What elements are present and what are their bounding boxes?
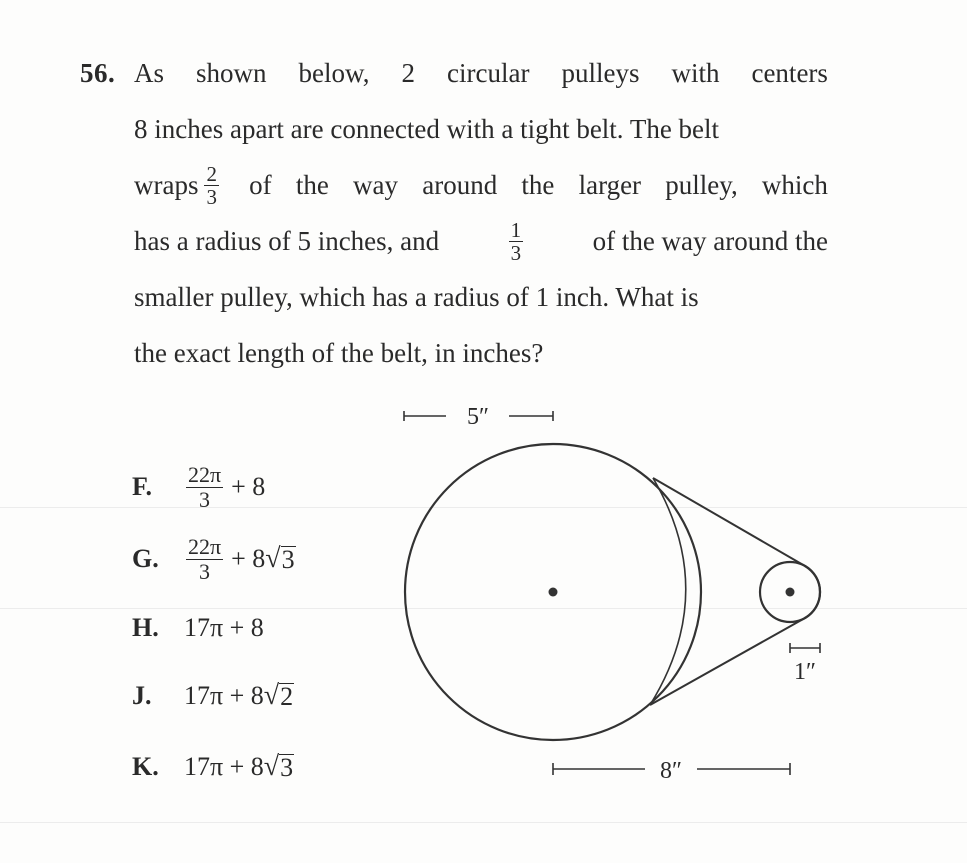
- word: of: [249, 170, 272, 200]
- fraction-numerator: 22π: [188, 533, 222, 559]
- question-number: 56.: [80, 58, 116, 88]
- line-text: has a radius of 5 inches, and: [134, 226, 440, 256]
- choice-letter: J.: [132, 681, 152, 710]
- word: the: [521, 170, 555, 200]
- choice-letter: H.: [132, 613, 159, 642]
- word: circular: [447, 58, 530, 88]
- fraction-denominator: 3: [199, 558, 211, 584]
- radicand: 3: [280, 753, 294, 782]
- word: As: [134, 58, 165, 88]
- word: pulley,: [665, 170, 738, 200]
- word: below,: [298, 58, 370, 88]
- large-pulley-center: [549, 588, 558, 597]
- word: 2: [401, 58, 416, 88]
- fraction-denominator: 3: [199, 486, 211, 512]
- fraction-numerator: 2: [206, 161, 217, 186]
- word: larger: [578, 170, 642, 200]
- line-text: smaller pulley, which has a radius of 1 inch. What is: [134, 282, 699, 312]
- fraction-denominator: 3: [510, 240, 522, 265]
- label-center-distance: 8″: [660, 758, 682, 784]
- word: shown: [196, 58, 267, 88]
- word: with: [671, 58, 720, 88]
- radicand: 3: [281, 545, 295, 574]
- small-pulley-center: [786, 588, 795, 597]
- fraction-numerator: 1: [510, 217, 522, 242]
- belt-wrap-arc: [650, 478, 686, 705]
- word: way: [353, 170, 399, 200]
- belt-lower-segment: [650, 618, 805, 705]
- radical-sign: √: [263, 680, 280, 711]
- expression-term: + 8: [231, 544, 266, 573]
- label-large-radius: 5″: [467, 404, 489, 430]
- word: centers: [751, 58, 828, 88]
- belt-upper-segment: [653, 478, 805, 566]
- word: which: [761, 170, 828, 200]
- expression-term: 17π + 8: [184, 613, 264, 642]
- label-small-radius: 1″: [794, 659, 816, 685]
- belt-small-wrap: [805, 566, 820, 618]
- expression-term: 17π + 8: [184, 681, 264, 710]
- radical-sign: √: [263, 751, 280, 782]
- word: wraps: [134, 170, 199, 200]
- word: the: [295, 170, 329, 200]
- choice-letter: F.: [132, 472, 152, 501]
- word: around: [422, 170, 498, 200]
- expression-term: 17π + 8: [184, 752, 264, 781]
- expression-term: + 8: [231, 472, 266, 501]
- fraction-numerator: 22π: [188, 461, 222, 487]
- word: pulleys: [561, 58, 640, 88]
- choice-letter: K.: [132, 752, 159, 781]
- fraction-denominator: 3: [206, 184, 217, 209]
- line-text: 8 inches apart are connected with a tight belt. The belt: [134, 114, 720, 144]
- radical-sign: √: [265, 543, 281, 574]
- choice-letter: G.: [132, 544, 159, 573]
- line-text: the exact length of the belt, in inches?: [134, 338, 544, 368]
- radicand: 2: [280, 682, 294, 711]
- line-text: of the way around the: [592, 226, 828, 256]
